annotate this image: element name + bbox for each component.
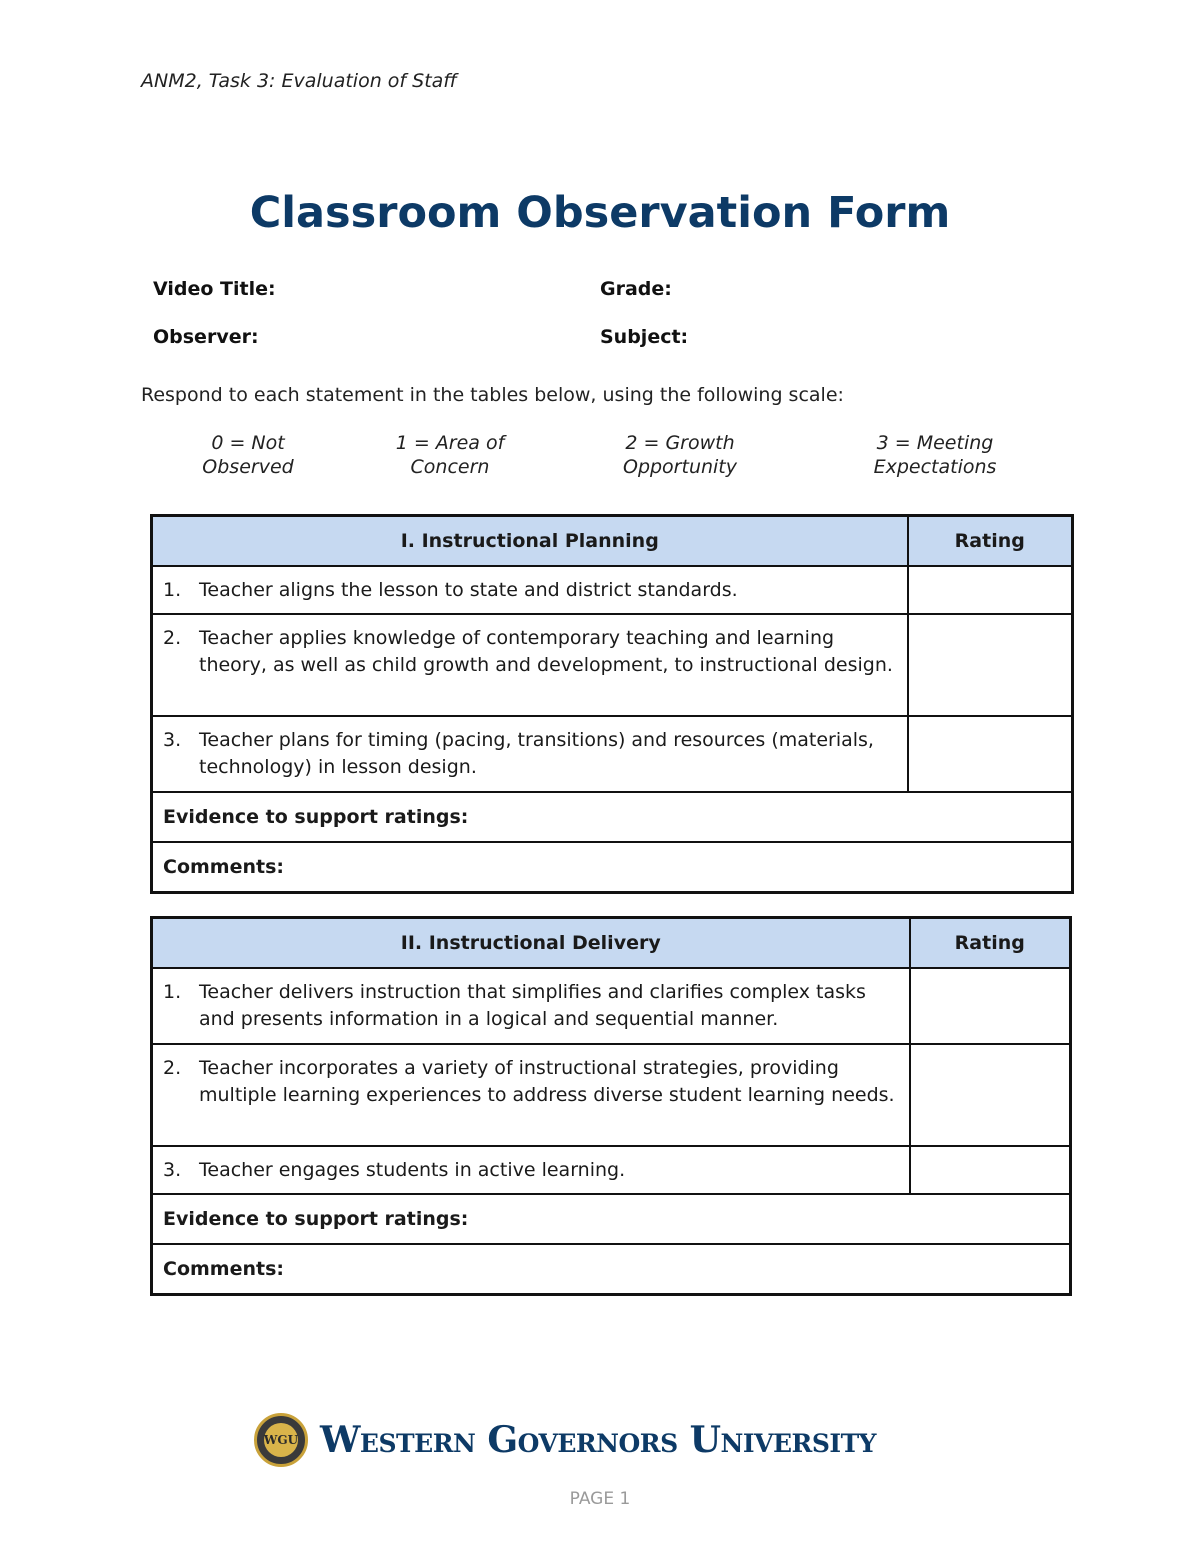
item-number: 2. xyxy=(163,627,182,649)
comments-field[interactable]: Comments: xyxy=(152,842,1073,893)
wgu-logo xyxy=(254,1412,876,1468)
evidence-field[interactable]: Evidence to support ratings: xyxy=(152,792,1073,842)
document-header: ANM2, Task 3: Evaluation of Staff xyxy=(141,70,458,92)
university-name: Western Governors University xyxy=(320,1419,877,1461)
observer-label: Observer: xyxy=(153,326,259,348)
rating-column-header: Rating xyxy=(908,516,1073,567)
table-row xyxy=(152,716,1073,792)
rating-cell[interactable] xyxy=(908,716,1073,792)
rating-cell[interactable] xyxy=(908,566,1073,614)
page-title: Classroom Observation Form xyxy=(249,188,951,238)
rating-cell[interactable] xyxy=(908,614,1073,716)
item-number: 3. xyxy=(163,729,182,751)
comments-field[interactable]: Comments: xyxy=(152,1244,1071,1295)
table-row xyxy=(152,566,1073,614)
table-row xyxy=(152,1146,1071,1194)
rating-cell[interactable] xyxy=(910,1146,1071,1194)
grade-label: Grade: xyxy=(600,278,672,300)
scale-item-3: 3 = Meeting Expectations xyxy=(873,432,997,478)
instructions-text: Respond to each statement in the tables below, using the following scale: xyxy=(141,384,844,406)
instructional-delivery-table xyxy=(150,916,1072,1296)
item-number: 1. xyxy=(163,579,182,601)
evidence-field[interactable]: Evidence to support ratings: xyxy=(152,1194,1071,1244)
scale-item-0: 0 = Not Observed xyxy=(202,432,294,478)
page-number: PAGE 1 xyxy=(569,1489,631,1509)
instructional-planning-table xyxy=(150,514,1074,894)
table-row xyxy=(152,614,1073,716)
video-title-label: Video Title: xyxy=(153,278,276,300)
item-number: 3. xyxy=(163,1159,182,1181)
item-text: Teacher incorporates a variety of instructional strategies, providing multiple learning experiences to address diverse student learning needs. xyxy=(199,1057,895,1106)
item-text: Teacher delivers instruction that simplifies and clarifies complex tasks and presents information in a logical and sequential manner. xyxy=(199,981,866,1030)
item-number: 1. xyxy=(163,981,182,1003)
table-row xyxy=(152,968,1071,1044)
item-text: Teacher aligns the lesson to state and district standards. xyxy=(199,579,738,601)
table-heading: I. Instructional Planning xyxy=(152,516,908,567)
wgu-seal-icon: WGU xyxy=(254,1413,308,1467)
rating-cell[interactable] xyxy=(910,968,1071,1044)
rating-cell[interactable] xyxy=(910,1044,1071,1146)
item-text: Teacher applies knowledge of contemporary teaching and learning theory, as well as child growth and development, to instructional design. xyxy=(199,627,893,676)
subject-label: Subject: xyxy=(600,326,689,348)
scale-item-2: 2 = Growth Opportunity xyxy=(622,432,738,478)
table-row xyxy=(152,1044,1071,1146)
item-number: 2. xyxy=(163,1057,182,1079)
scale-item-1: 1 = Area of Concern xyxy=(395,432,505,478)
rating-column-header: Rating xyxy=(910,918,1071,969)
item-text: Teacher engages students in active learning. xyxy=(199,1159,626,1181)
table-heading: II. Instructional Delivery xyxy=(152,918,910,969)
item-text: Teacher plans for timing (pacing, transitions) and resources (materials, technology) in lesson design. xyxy=(199,729,874,778)
